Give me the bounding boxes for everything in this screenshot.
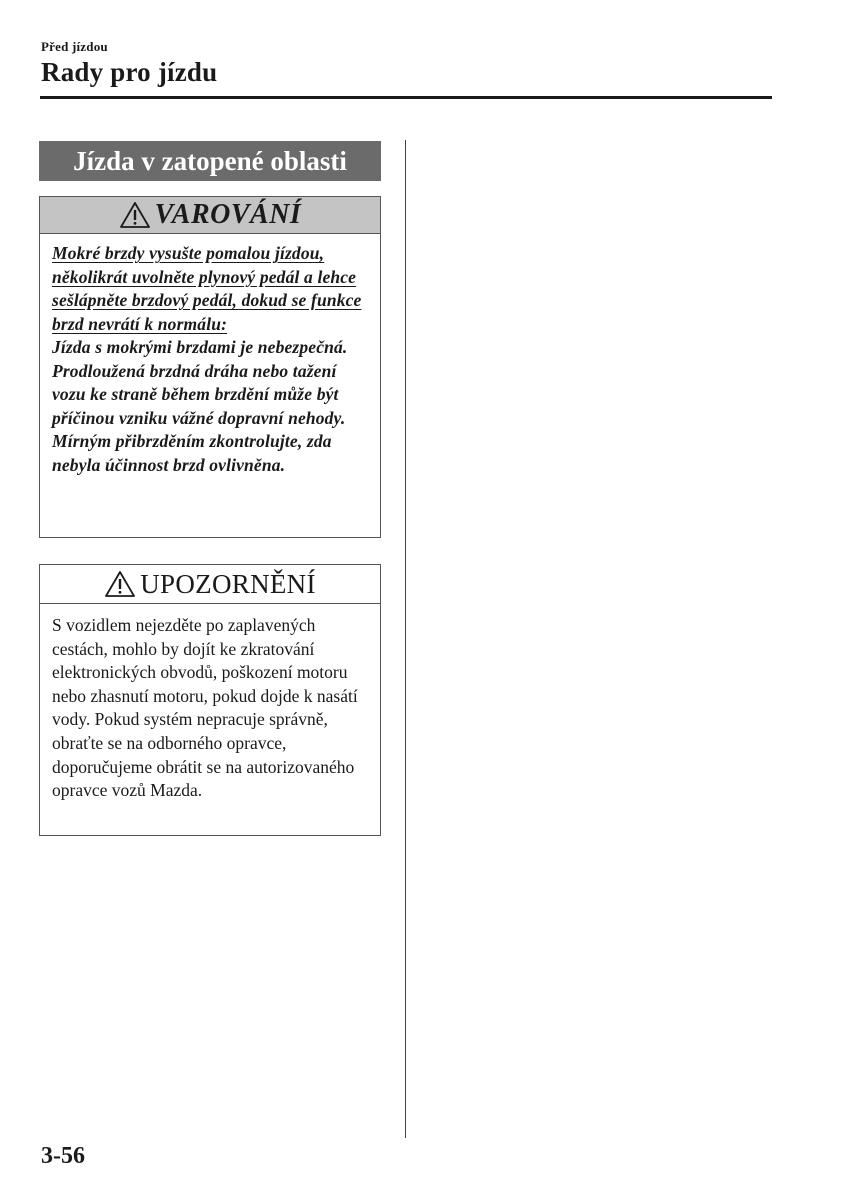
page-title: Rady pro jízdu [41, 57, 218, 87]
header-rule [40, 96, 772, 99]
column-divider [405, 140, 406, 1138]
page-number: 3-56 [41, 1143, 85, 1169]
breadcrumb: Před jízdou [41, 39, 108, 54]
warning-triangle-icon [119, 201, 151, 229]
caution-text: S vozidlem nejezděte po zaplavených cestách, mohlo by dojít ke zkratování elektronických obvodů, poškození motoru nebo zhasnutí motoru, pokud dojde k nasátí vody. Pokud systém nepracuje správně, obraťte se na odborného opravce, doporučujeme obrátit se na autorizovaného opravce vozů Mazda. [52, 615, 358, 801]
warning-title: VAROVÁNÍ [154, 199, 302, 230]
warning-triangle-icon [104, 570, 136, 598]
warning-instruction: Mokré brzdy vysušte pomalou jízdou, několikrát uvolněte plynový pedál a lehce sešlápněte brzdový pedál, dokud se funkce brzd nevrátí k normálu: [52, 243, 362, 334]
section-heading: Jízda v zatopené oblasti [39, 141, 381, 181]
warning-body [40, 234, 380, 477]
warning-box [39, 196, 381, 538]
warning-explanation: Jízda s mokrými brzdami je nebezpečná. Prodloužená brzdná dráha nebo tažení vozu ke straně během brzdění může být příčinou vzniku vážné dopravní nehody. Mírným přibrzděním zkontrolujte, zda nebyla účinnost brzd ovlivněna. [52, 337, 348, 475]
caution-box [39, 564, 381, 836]
caution-title: UPOZORNĚNÍ [140, 568, 316, 599]
warning-header [40, 197, 380, 234]
caution-header [40, 565, 380, 604]
